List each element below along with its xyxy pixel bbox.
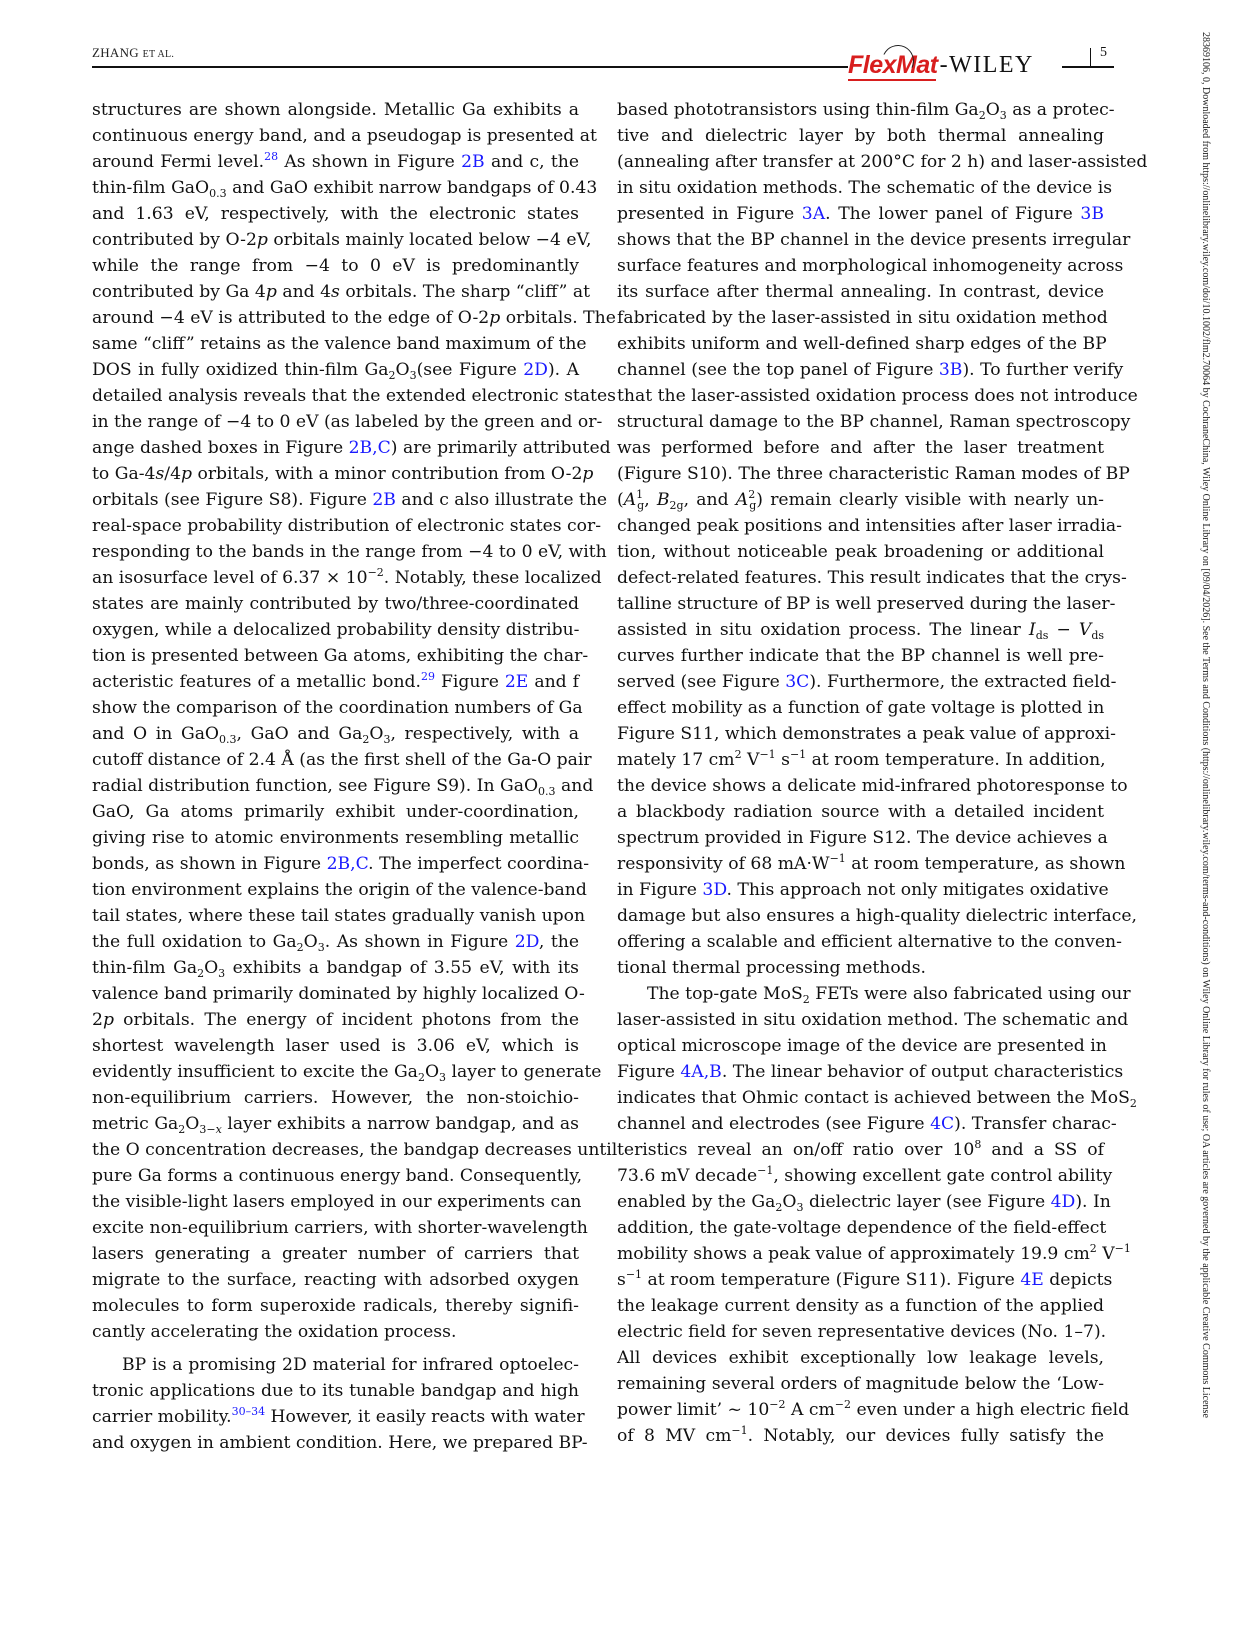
journal-logo (848, 50, 1034, 80)
text-line: giving rise to atomic environments resembling metallic (92, 828, 579, 848)
text-line: tional thermal processing methods. (617, 958, 927, 978)
text-line: spectrum provided in Figure S12. The device achieves a (617, 828, 1108, 848)
running-head-author: ZHANG (92, 45, 139, 60)
text-line: around −4 eV is attributed to the edge of O-2p orbitals. The (92, 308, 616, 328)
text-line: tion environment explains the origin of the valence-band (92, 880, 587, 900)
text-line: changed peak positions and intensities after laser irradia- (617, 516, 1122, 536)
text-line: the leakage current density as a function of the applied (617, 1296, 1104, 1316)
text-line: indicates that Ohmic contact is achieved between the MoS$_2$ (617, 1088, 1137, 1110)
running-head (92, 45, 174, 61)
text-line: fabricated by the laser-assisted in situ oxidation method (617, 308, 1108, 328)
header-rule-right (1062, 66, 1114, 68)
text-line: (annealing after transfer at 200°C for 2 h) and laser-assisted (617, 152, 1148, 172)
figure-link[interactable]: 2B,C (326, 854, 369, 874)
text-line: the O concentration decreases, the bandgap decreases until (92, 1140, 618, 1160)
text-line: remaining several orders of magnitude below the ‘Low- (617, 1374, 1104, 1394)
figure-link[interactable]: 3D (702, 880, 727, 900)
text-line: tronic applications due to its tunable bandgap and high (92, 1381, 579, 1401)
text-line: responsivity of 68 $mA\cdot W^{-1}$ at room temperature, as shown (617, 852, 1126, 874)
text-line: served (see Figure 3C). Furthermore, the extracted field- (617, 672, 1117, 692)
text-line: mately 17 $cm^2$ $V^{-1}$ $s^{-1}$ at room temperature. In addition, (617, 748, 1106, 770)
text-line: contributed by O-2p orbitals mainly located below −4 eV, (92, 230, 592, 250)
text-line: The top-gate MoS$_2$ FETs were also fabricated using our (647, 984, 1131, 1006)
text-line: Figure 4A,B. The linear behavior of output characteristics (617, 1062, 1124, 1082)
text-line: power limit’ ~ $10^{-2}$ A $cm^{-2}$ even under a high electric field (617, 1398, 1130, 1420)
text-line: valence band primarily dominated by highly localized O- (92, 984, 585, 1004)
text-line: GaO, Ga atoms primarily exhibit under-coordination, (92, 802, 579, 822)
text-line: cutoff distance of 2.4 Å (as the first shell of the Ga-O pair (92, 750, 592, 770)
figure-link[interactable]: 3A (801, 204, 826, 224)
text-line: curves further indicate that the BP channel is well pre- (617, 646, 1104, 666)
text-line: channel (see the top panel of Figure 3B). To further verify (617, 360, 1124, 380)
text-line: ($A^1_g$, $B_{2g}$, and $A^2_g$) remain clearly visible with nearly un- (617, 488, 1104, 512)
text-line: the full oxidation to $Ga_2O_3$. As shown in Figure 2D, the (92, 932, 579, 954)
text-line: DOS in fully oxidized thin-film $Ga_2O_3(see$ Figure 2D). A (92, 360, 579, 382)
text-line: acteristic features of a metallic bond.$^{29}$ Figure 2E and f (92, 670, 579, 692)
text-line: offering a scalable and efficient alternative to the conven- (617, 932, 1122, 952)
text-line: surface features and morphological inhomogeneity across (617, 256, 1124, 276)
text-line: in the range of −4 to 0 eV (as labeled by the green and or- (92, 412, 603, 432)
text-line: talline structure of BP is well preserved during the laser- (617, 594, 1116, 614)
page-number-separator (1090, 48, 1091, 66)
text-line: metric $Ga_2O_{3-x}$ layer exhibits a narrow bandgap, and as (92, 1114, 579, 1136)
text-line: of 8 MV $cm^{-1}$. Notably, our devices fully satisfy the (617, 1424, 1104, 1446)
wiley-logo-text: -WILEY (939, 51, 1034, 78)
figure-link[interactable]: 3B (1080, 204, 1104, 224)
text-line: enabled by the $Ga_2O_3$ dielectric layer (see Figure 4D). In (617, 1192, 1111, 1214)
text-line: cantly accelerating the oxidation process. (92, 1322, 457, 1342)
text-line: 2p orbitals. The energy of incident photons from the (92, 1010, 579, 1030)
text-line: shows that the BP channel in the device presents irregular (617, 230, 1131, 250)
text-line: in Figure 3D. This approach not only mitigates oxidative (617, 880, 1109, 900)
text-line: teristics reveal an on/off ratio over $10^8$ and a SS of (617, 1138, 1104, 1160)
text-line: BP is a promising 2D material for infrared optoelec- (122, 1355, 579, 1375)
right-column (617, 97, 1148, 1449)
text-line: responding to the bands in the range from −4 to 0 eV, with (92, 542, 607, 562)
figure-link[interactable]: 3B (938, 360, 963, 380)
text-line: assisted in situ oxidation process. The linear $I_{ds} - V_{ds}$ (617, 620, 1104, 642)
text-line: was performed before and after the laser treatment (617, 438, 1104, 458)
text-line: continuous energy band, and a pseudogap is presented at (92, 126, 597, 146)
text-line: and oxygen in ambient condition. Here, we prepared BP- (92, 1433, 588, 1453)
text-line: orbitals (see Figure S8). Figure 2B and c also illustrate the (92, 490, 608, 510)
text-line: addition, the gate-voltage dependence of the field-effect (617, 1218, 1107, 1238)
text-line: effect mobility as a function of gate voltage is plotted in (617, 698, 1105, 718)
text-line: defect-related features. This result indicates that the crys- (617, 568, 1127, 588)
text-line: same “cliff” retains as the valence band maximum of the (92, 334, 587, 354)
text-line: states are mainly contributed by two/three-coordinated (92, 594, 579, 614)
figure-link[interactable]: 3C (785, 672, 810, 692)
text-line: real-space probability distribution of electronic states cor- (92, 516, 602, 536)
text-line: show the comparison of the coordination numbers of Ga (92, 698, 583, 718)
text-line: detailed analysis reveals that the extended electronic states (92, 386, 616, 406)
logo-underline (848, 79, 936, 81)
figure-link[interactable]: 2D (514, 932, 539, 952)
text-line: shortest wavelength laser used is 3.06 eV, which is (92, 1036, 579, 1056)
text-line: structures are shown alongside. Metallic Ga exhibits a (92, 100, 579, 120)
figure-link[interactable]: 4C (930, 1114, 955, 1134)
text-line: tion is presented between Ga atoms, exhibiting the char- (92, 646, 589, 666)
text-line: radial distribution function, see Figure S9). In GaO$_{0.3}$ and (92, 776, 594, 798)
text-line: presented in Figure 3A. The lower panel of Figure 3B (617, 204, 1104, 224)
download-side-note: 28369106, 0, Downloaded from https://onlinelibrary.wiley.com/doi/10.1002/flm2.70064 by CochraneChina, Wiley Online Library on [09/04/2026]. See the Terms and Conditions (https://onlinelibrary.wiley.com/terms-and-conditions) on Wiley Online Library for rules of use; OA articles are governed by the applicable Creative Commons License (1200, 32, 1211, 1418)
text-line: its surface after thermal annealing. In contrast, device (617, 282, 1104, 302)
text-line: contributed by Ga 4p and 4s orbitals. The sharp “cliff” at (92, 282, 591, 302)
text-line: tail states, where these tail states gradually vanish upon (92, 906, 586, 926)
figure-link[interactable]: 2B (461, 152, 485, 172)
text-line: thin-film GaO$_{0.3}$ and GaO exhibit narrow bandgaps of 0.43 (92, 178, 598, 200)
text-line: 73.6 mV decade$^{-1}$, showing excellent gate control ability (617, 1164, 1113, 1186)
text-line: and O in GaO$_{0.3}$, GaO and $Ga_2O_3$, respectively, with a (92, 724, 579, 746)
text-line: evidently insufficient to excite the $Ga_2O_3$ layer to generate (92, 1062, 602, 1084)
text-line: $s^{-1}$ at room temperature (Figure S11). Figure 4E depicts (617, 1268, 1113, 1290)
text-line: oxygen, while a delocalized probability density distribu- (92, 620, 580, 640)
text-line: that the laser-assisted oxidation process does not introduce (617, 386, 1138, 406)
text-line: molecules to form superoxide radicals, thereby signifi- (92, 1296, 579, 1316)
figure-link[interactable]: 4E (1020, 1270, 1044, 1290)
text-line: ange dashed boxes in Figure 2B,C) are primarily attributed (92, 438, 611, 458)
text-line: channel and electrodes (see Figure 4C). Transfer charac- (617, 1114, 1117, 1134)
text-line: All devices exhibit exceptionally low leakage levels, (617, 1348, 1104, 1368)
text-line: while the range from −4 to 0 eV is predominantly (92, 256, 579, 276)
figure-link[interactable]: 2B,C (348, 438, 391, 458)
text-line: bonds, as shown in Figure 2B,C. The imperfect coordina- (92, 854, 590, 874)
text-line: exhibits uniform and well-defined sharp edges of the BP (617, 334, 1107, 354)
text-line: an isosurface level of $6.37 \times 10^{-2}$. Notably, these localized (92, 566, 602, 588)
text-line: in situ oxidation methods. The schematic of the device is (617, 178, 1113, 198)
text-line: optical microscope image of the device are presented in (617, 1036, 1107, 1056)
figure-link[interactable]: 2D (523, 360, 548, 380)
text-line: pure Ga forms a continuous energy band. Consequently, (92, 1166, 583, 1186)
citation-link[interactable]: 28 (264, 150, 279, 163)
figure-link[interactable]: 2B (372, 490, 396, 510)
paragraph-gap (92, 1345, 579, 1352)
text-line: tion, without noticeable peak broadening or additional (617, 542, 1104, 562)
text-line: carrier mobility.$^{30-34}$ However, it easily reacts with water (92, 1405, 585, 1427)
figure-link[interactable]: 4A,B (680, 1062, 722, 1082)
text-line: thin-film $Ga_2O_3$ exhibits a bandgap of 3.55 eV, with its (92, 958, 579, 980)
text-line: laser-assisted in situ oxidation method. The schematic and (617, 1010, 1129, 1030)
text-line: tive and dielectric layer by both thermal annealing (617, 126, 1104, 146)
text-line: to Ga-4s/4p orbitals, with a minor contribution from O-2p (92, 464, 594, 484)
text-line: structural damage to the BP channel, Raman spectroscopy (617, 412, 1131, 432)
figure-link[interactable]: 4D (1050, 1192, 1076, 1212)
text-line: lasers generating a greater number of carriers that (92, 1244, 579, 1264)
text-line: electric field for seven representative devices (No. 1–7). (617, 1322, 1107, 1342)
header-rule (92, 66, 848, 68)
text-line: excite non-equilibrium carriers, with shorter-wavelength (92, 1218, 588, 1238)
flexmat-logo-text: FlexMat (848, 51, 938, 80)
text-line: the device shows a delicate mid-infrared photoresponse to (617, 776, 1128, 796)
text-line: and 1.63 eV, respectively, with the electronic states (92, 204, 579, 224)
text-line: the visible-light lasers employed in our experiments can (92, 1192, 582, 1212)
text-line: Figure S11, which demonstrates a peak value of approxi- (617, 724, 1116, 744)
text-line: non-equilibrium carriers. However, the non-stoichio- (92, 1088, 579, 1108)
text-line: (Figure S10). The three characteristic Raman modes of BP (617, 464, 1130, 484)
running-head-etal: ET AL. (142, 49, 175, 60)
text-line: migrate to the surface, reacting with adsorbed oxygen (92, 1270, 579, 1290)
text-line: damage but also ensures a high-quality dielectric interface, (617, 906, 1138, 926)
text-line: mobility shows a peak value of approximately 19.9 $cm^2$ $V^{-1}$ (617, 1242, 1131, 1264)
page-number: 5 (1100, 45, 1107, 60)
citation-link[interactable]: 29 (421, 670, 435, 683)
text-line: a blackbody radiation source with a detailed incident (617, 802, 1104, 822)
text-line: around Fermi level.$^{28}$ As shown in Figure 2B and c, the (92, 150, 579, 172)
left-column (92, 97, 618, 1456)
figure-link[interactable]: 2E (504, 672, 529, 692)
text-line: based phototransistors using thin-film $Ga_2O_3$ as a protec- (617, 100, 1115, 122)
citation-link[interactable]: 30–34 (231, 1405, 266, 1418)
